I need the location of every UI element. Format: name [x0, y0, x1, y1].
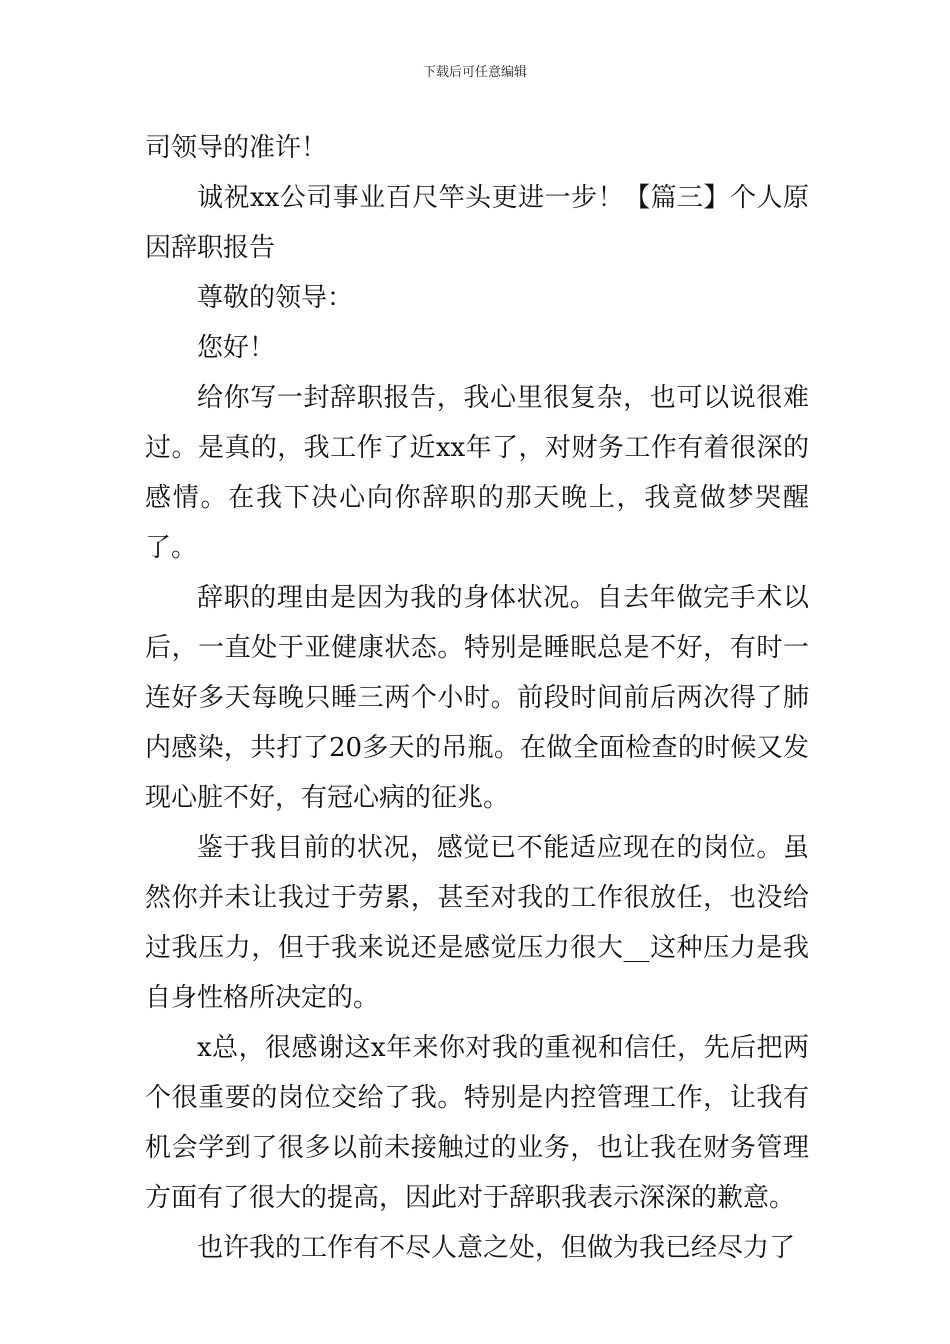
paragraph-3: 尊敬的领导： — [197, 283, 354, 313]
paragraph-5: 给你写一封辞职报告，我心里很复杂，也可以说很难过。是真的，我工作了近xx年了，对财务工作有着很深的感情。在我下决心向你辞职的那天晚上，我竟做梦哭醒了。 — [145, 383, 809, 563]
paragraph-9: 也许我的工作有不尽人意之处，但做为我已经尽力了 — [197, 1233, 796, 1263]
page-header: 下载后可任意编辑 — [422, 65, 527, 80]
paragraph-2: 诚祝xx公司事业百尺竿头更进一步！【篇三】个人原因辞职报告 — [145, 183, 809, 263]
paragraph-8: x总，很感谢这x年来你对我的重视和信任，先后把两个很重要的岗位交给了我。特别是内控管理工作，让我有机会学到了很多以前未接触过的业务，也让我在财务管理方面有了很大的提高，因此对于辞职我表示深深的歉意。 — [145, 1033, 809, 1213]
paragraph-4: 您好！ — [197, 333, 276, 363]
paragraph-7: 鉴于我目前的状况，感觉已不能适应现在的岗位。虽然你并未让我过于劳累，甚至对我的工作很放任，也没给过我压力，但于我来说还是感觉压力很大__这种压力是我自身性格所决定的。 — [145, 833, 809, 1013]
paragraph-1: 司领导的准许！ — [145, 133, 328, 163]
document-body — [145, 123, 809, 1273]
paragraph-6: 辞职的理由是因为我的身体状况。自去年做完手术以后，一直处于亚健康状态。特别是睡眠总是不好，有时一连好多天每晚只睡三两个小时。前段时间前后两次得了肺内感染，共打了20多天的吊瓶。在做全面检查的时候又发现心脏不好，有冠心病的征兆。 — [145, 583, 809, 813]
